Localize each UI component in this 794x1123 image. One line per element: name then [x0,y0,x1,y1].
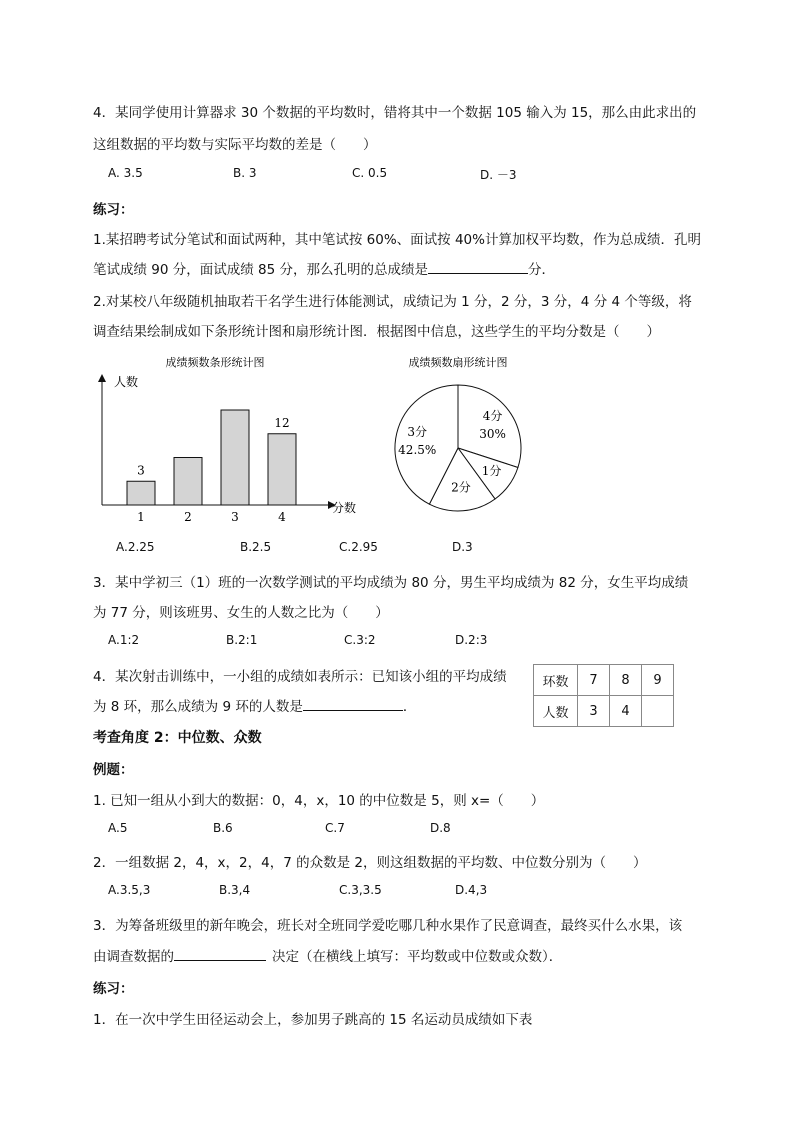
q4-option-a: A. 3.5 [108,166,143,180]
e1-option-b: B.6 [213,821,233,835]
table-cell: 8 [610,665,642,696]
e1-option-d: D.8 [430,821,451,835]
e1-option-c: C.7 [325,821,345,835]
p3-option-d: D.2:3 [455,633,488,647]
pie-chart-title: 成绩频数扇形统计图 [408,356,508,369]
table-cell: 7 [578,665,610,696]
x-tick-label: 1 [137,510,145,524]
table-row [534,665,674,696]
e3-line2 [93,945,562,965]
p1-line1: 1.某招聘考试分笔试和面试两种，其中笔试按 60%、面试按 40%计算加权平均数，作为总成绩．孔明 [93,232,701,248]
practice-heading-2: 练习： [93,981,134,997]
answer-blank [303,697,403,711]
bar-data-label: 12 [274,415,290,430]
e1-text: 1. 已知一组从小到大的数据：0，4，x，10 的中位数是 5，则 x=（ ） [93,793,545,809]
p3-option-a: A.1:2 [108,633,140,647]
score-table [533,664,674,727]
p2-option-b: B.2.5 [240,540,272,554]
p2-line1: 2.对某校八年级随机抽取若干名学生进行体能测试，成绩记为 1 分，2 分，3 分，4 分 4 个等级，将 [93,294,692,310]
bar-4 [268,434,296,505]
p4-line2-post: ． [402,699,417,715]
bar-2 [174,458,202,506]
p2-option-d: D.3 [452,540,473,554]
pie-slice-label: 4分 [482,408,503,423]
table-cell: 人数 [534,696,578,727]
p1-line2-post: 分． [528,262,556,278]
table-cell: 9 [642,665,674,696]
x-tick-label: 4 [278,510,286,524]
p3-option-c: C.3:2 [344,633,376,647]
table-cell: 3 [578,696,610,727]
p3-line1: 3．某中学初三（1）班的一次数学测试的平均成绩为 80 分，男生平均成绩为 82 分，女生平均成绩 [93,575,689,591]
e2-text: 2．一组数据 2，4，x，2，4，7 的众数是 2，则这组数据的平均数、中位数分别为（ ） [93,855,647,871]
p4-line1: 4．某次射击训练中，一小组的成绩如表所示：已知该小组的平均成绩 [93,669,507,685]
answer-blank [174,947,266,961]
p1-line2-pre: 笔试成绩 90 分，面试成绩 85 分，那么孔明的总成绩是 [93,262,429,278]
section-heading: 考查角度 2：中位数、众数 [93,730,262,746]
q4-option-d: D. －3 [480,168,517,182]
table-cell: 4 [610,696,642,727]
e2-option-a: A.3.5,3 [108,883,151,897]
q4-option-c: C. 0.5 [352,166,388,180]
p2-line2: 调查结果绘制成如下条形统计图和扇形统计图．根据图中信息，这些学生的平均分数是（ ） [93,324,660,340]
bar-chart-title: 成绩频数条形统计图 [165,356,265,369]
bar-series [127,410,296,524]
q4-option-b: B. 3 [233,166,257,180]
pie-percent-label: 30% [479,426,506,441]
q4-line2: 这组数据的平均数与实际平均数的差是（ ） [93,137,377,153]
x-axis-label: 分数 [332,501,357,515]
pie-chart [385,348,535,523]
y-axis-label: 人数 [114,375,139,389]
pie-slice-label: 3分 [407,425,428,440]
e3-line1: 3．为筹备班级里的新年晚会，班长对全班同学爱吃哪几种水果作了民意调查，最终买什么水果，该 [93,918,683,934]
bar-1 [127,481,155,505]
pie-slice-label: 1分 [481,463,502,478]
answer-blank [428,260,528,274]
p3-line2: 为 77 分，则该班男、女生的人数之比为（ ） [93,605,389,621]
p3-option-b: B.2:1 [226,633,258,647]
q4-line1: 4．某同学使用计算器求 30 个数据的平均数时，错将其中一个数据 105 输入为 15，那么由此求出的 [93,105,697,121]
p1-line2 [93,258,555,278]
pie-slice-label: 2分 [451,480,471,495]
x-tick-label: 2 [184,510,192,524]
e2-option-c: C.3,3.5 [339,883,382,897]
e1-option-a: A.5 [108,821,128,835]
example-heading: 例题： [93,762,134,778]
p2-option-c: C.2.95 [339,540,378,554]
pie-series [395,385,521,511]
y-axis-arrow [98,374,106,382]
table-cell [642,696,674,727]
x-tick-label: 3 [231,510,239,524]
e3-line2-post: 决定（在横线上填写：平均数或中位数或众数）． [272,949,563,965]
p2-option-a: A.2.25 [116,540,155,554]
e3-line2-pre: 由调查数据的 [93,949,174,965]
e2-option-b: B.3,4 [219,883,251,897]
pie-percent-label: 42.5% [398,443,437,458]
last-question-text: 1．在一次中学生田径运动会上，参加男子跳高的 15 名运动员成绩如下表 [93,1012,533,1028]
practice-heading: 练习： [93,202,134,218]
bar-chart [90,348,365,528]
p4-line2 [93,695,416,715]
bar-data-label: 3 [137,463,145,478]
bar-3 [221,410,249,505]
e2-option-d: D.4,3 [455,883,488,897]
table-cell: 环数 [534,665,578,696]
p4-line2-pre: 为 8 环，那么成绩为 9 环的人数是 [93,699,303,715]
table-row [534,696,674,727]
